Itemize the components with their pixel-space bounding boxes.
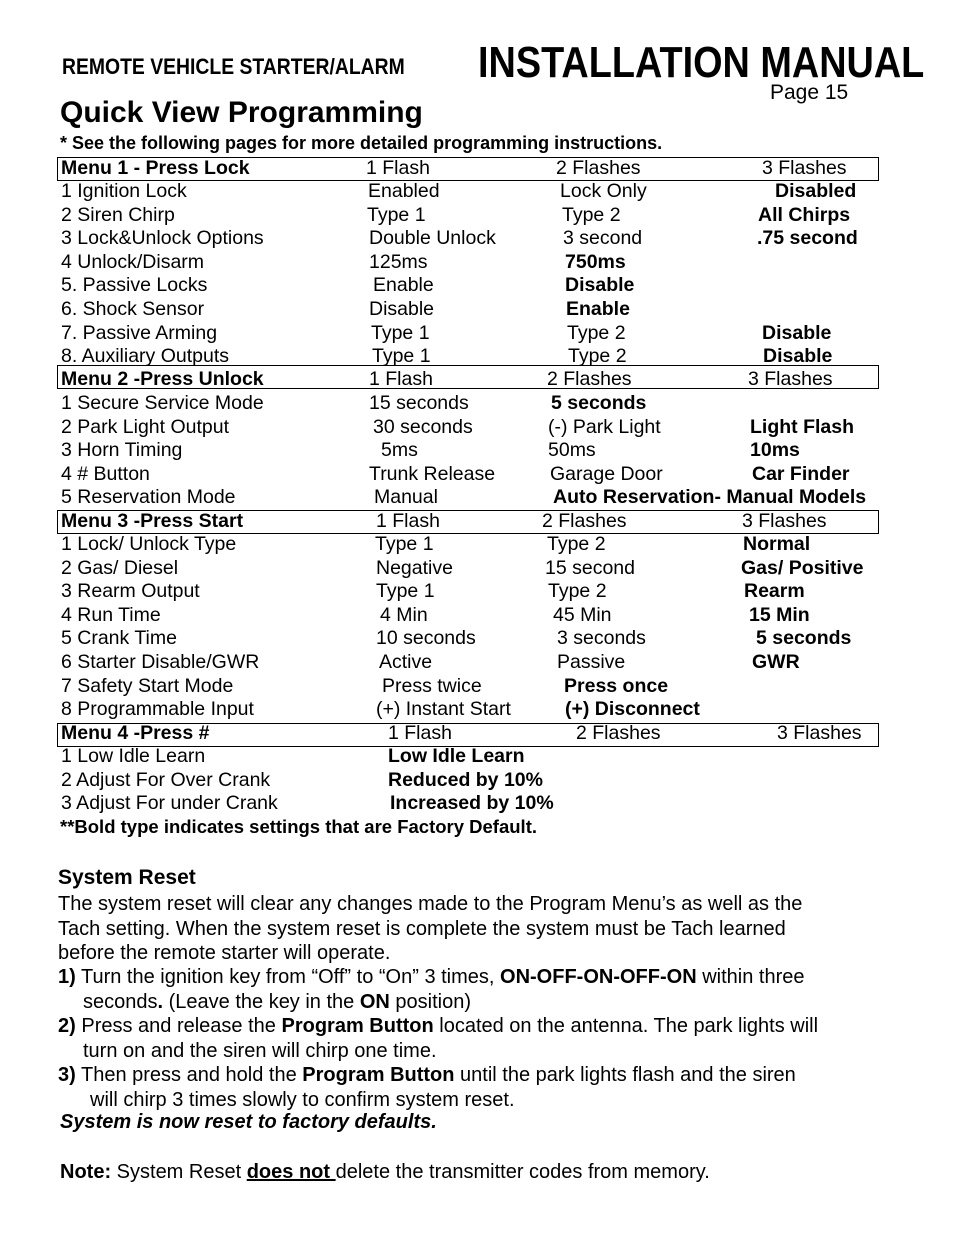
column-label: 2 Flashes: [576, 722, 661, 744]
column-label: 2 Flashes: [556, 157, 641, 179]
table-row: [0, 274, 954, 298]
option-3: Disabled: [775, 180, 857, 202]
option-1: 15 seconds: [369, 392, 469, 414]
setting-name: 2 Gas/ Diesel: [61, 557, 179, 579]
setting-name: 5. Passive Locks: [61, 274, 208, 296]
table-row: [0, 227, 954, 251]
step-text: .: [157, 991, 164, 1013]
setting-name: 7 Safety Start Mode: [61, 675, 234, 697]
table-row: [0, 533, 954, 557]
table-row: [0, 604, 954, 628]
reset-step-2-cont: turn on and the siren will chirp one time.: [83, 1040, 437, 1062]
manual-title: INSTALLATION MANUAL: [478, 38, 925, 87]
option-1: Type 1: [372, 345, 431, 367]
option-3: .75 second: [757, 227, 858, 249]
note-text: delete the transmitter codes from memory.: [335, 1161, 710, 1183]
note-emphasis: does not: [246, 1161, 336, 1183]
option-1: 125ms: [369, 251, 428, 273]
column-label: 1 Flash: [369, 368, 433, 390]
table-row: [0, 745, 954, 769]
option-1: Type 1: [375, 533, 434, 555]
option-2: Passive: [557, 651, 626, 673]
menu-title: Menu 1 - Press Lock: [61, 157, 250, 179]
step-text: located on the antenna. The park lights will: [433, 1015, 819, 1037]
option-3: 10ms: [750, 439, 800, 461]
option-2: Disable: [565, 274, 635, 296]
setting-name: 8 Programmable Input: [61, 698, 254, 720]
setting-name: 8. Auxiliary Outputs: [61, 345, 229, 367]
key-position: ON: [359, 991, 390, 1013]
option-2: 750ms: [565, 251, 626, 273]
column-label: 2 Flashes: [542, 510, 627, 532]
setting-name: 2 Adjust For Over Crank: [61, 769, 271, 791]
setting-name: 3 Horn Timing: [61, 439, 183, 461]
table-row: [0, 322, 954, 346]
option-2: Auto Reservation- Manual Models: [553, 486, 867, 508]
option-2: 15 second: [545, 557, 635, 579]
option-2: Lock Only: [560, 180, 647, 202]
option-1: Type 1: [371, 322, 430, 344]
column-label: 3 Flashes: [748, 368, 833, 390]
option-1: (+) Instant Start: [376, 698, 511, 720]
option-1: Negative: [376, 557, 453, 579]
page-number: Page 15: [770, 81, 849, 104]
setting-name: 2 Siren Chirp: [61, 204, 175, 226]
option-1: Active: [379, 651, 433, 673]
step-number: 3): [58, 1064, 76, 1086]
menu-title: Menu 4 -Press #: [61, 722, 210, 744]
reset-confirmation: System is now reset to factory defaults.: [60, 1111, 437, 1133]
column-label: 1 Flash: [388, 722, 452, 744]
table-row: [0, 204, 954, 228]
menu-3-header-row: [0, 510, 954, 534]
section-title-system-reset: System Reset: [58, 866, 196, 889]
setting-name: 1 Secure Service Mode: [61, 392, 264, 414]
setting-name: 1 Low Idle Learn: [61, 745, 206, 767]
note-label: Note:: [60, 1161, 112, 1183]
key-sequence: ON-OFF-ON-OFF-ON: [500, 966, 697, 988]
option-2: 50ms: [548, 439, 596, 461]
option-1: Trunk Release: [369, 463, 496, 485]
option-1: 5ms: [381, 439, 418, 461]
section-note: * See the following pages for more detailed programming instructions.: [60, 133, 663, 153]
option-2: Garage Door: [550, 463, 663, 485]
option-1: Low Idle Learn: [388, 745, 525, 767]
table-row: [0, 675, 954, 699]
setting-name: 6 Starter Disable/GWR: [61, 651, 260, 673]
option-2: Type 2: [547, 533, 606, 555]
option-1: Enable: [373, 274, 434, 296]
option-3: Disable: [762, 322, 832, 344]
setting-name: 4 # Button: [61, 463, 150, 485]
table-row: [0, 392, 954, 416]
table-row: [0, 698, 954, 722]
option-1: Manual: [374, 486, 438, 508]
table-row: [0, 486, 954, 510]
step-text: within three: [696, 966, 805, 988]
option-3: Light Flash: [750, 416, 854, 438]
step-text: Turn the ignition key from “Off” to “On” 3 times,: [75, 966, 501, 988]
table-row: [0, 792, 954, 816]
option-2: Type 2: [567, 322, 626, 344]
column-label: 3 Flashes: [762, 157, 847, 179]
option-2: (-) Park Light: [548, 416, 661, 438]
step-text: (Leave the key in the: [163, 991, 360, 1013]
option-3: All Chirps: [758, 204, 851, 226]
option-3: Normal: [743, 533, 811, 555]
option-3: Disable: [763, 345, 833, 367]
menu-1-header-row: [0, 157, 954, 181]
menu-title: Menu 3 -Press Start: [61, 510, 244, 532]
table-row: [0, 651, 954, 675]
setting-name: 5 Reservation Mode: [61, 486, 236, 508]
setting-name: 5 Crank Time: [61, 627, 177, 649]
reset-step-1-cont: [83, 990, 471, 1015]
reset-intro-line: Tach setting. When the system reset is complete the system must be Tach learned: [58, 918, 786, 940]
reset-step-3: [58, 1063, 796, 1088]
reset-intro-line: before the remote starter will operate.: [58, 942, 391, 964]
step-text: position): [389, 991, 472, 1013]
setting-name: 7. Passive Arming: [61, 322, 218, 344]
option-1: 30 seconds: [373, 416, 473, 438]
option-3: Car Finder: [752, 463, 850, 485]
option-2: Type 2: [548, 580, 607, 602]
table-row: [0, 416, 954, 440]
factory-default-note: **Bold type indicates settings that are Factory Default.: [60, 816, 537, 837]
setting-name: 1 Lock/ Unlock Type: [61, 533, 237, 555]
option-3: Gas/ Positive: [741, 557, 864, 579]
option-3: 5 seconds: [756, 627, 852, 649]
setting-name: 6. Shock Sensor: [61, 298, 205, 320]
setting-name: 1 Ignition Lock: [61, 180, 187, 202]
program-button-ref: Program Button: [281, 1015, 434, 1037]
menu-2-header-row: [0, 368, 954, 392]
table-row: [0, 298, 954, 322]
option-1: Press twice: [382, 675, 482, 697]
table-row: [0, 627, 954, 651]
setting-name: 3 Adjust For under Crank: [61, 792, 278, 814]
step-number: 1): [58, 966, 76, 988]
step-number: 2): [58, 1015, 76, 1037]
option-3: 15 Min: [749, 604, 810, 626]
reset-step-2: [58, 1014, 818, 1039]
setting-name: 4 Unlock/Disarm: [61, 251, 205, 273]
column-label: 3 Flashes: [777, 722, 862, 744]
option-1: Increased by 10%: [390, 792, 554, 814]
option-2: 5 seconds: [551, 392, 647, 414]
setting-name: 2 Park Light Output: [61, 416, 230, 438]
table-row: [0, 557, 954, 581]
table-row: [0, 439, 954, 463]
column-label: 2 Flashes: [547, 368, 632, 390]
setting-name: 4 Run Time: [61, 604, 161, 626]
option-1: Disable: [369, 298, 435, 320]
option-2: 3 second: [563, 227, 643, 249]
option-2: Type 2: [568, 345, 627, 367]
step-text: Then press and hold the: [75, 1064, 303, 1086]
table-row: [0, 769, 954, 793]
setting-name: 3 Rearm Output: [61, 580, 200, 602]
option-3: Rearm: [744, 580, 805, 602]
option-1: 4 Min: [380, 604, 428, 626]
section-title-quick-view: Quick View Programming: [60, 96, 423, 129]
column-label: 1 Flash: [366, 157, 430, 179]
reset-intro-line: The system reset will clear any changes made to the Program Menu’s as well as the: [58, 893, 803, 915]
option-1: Enabled: [368, 180, 440, 202]
table-row: [0, 180, 954, 204]
menu-title: Menu 2 -Press Unlock: [61, 368, 264, 390]
table-row: [0, 251, 954, 275]
column-label: 3 Flashes: [742, 510, 827, 532]
option-2: 45 Min: [553, 604, 612, 626]
table-row: [0, 580, 954, 604]
manual-subtitle: REMOTE VEHICLE STARTER/ALARM: [62, 54, 405, 79]
option-1: Double Unlock: [369, 227, 496, 249]
option-2: Press once: [564, 675, 669, 697]
step-text: seconds: [83, 991, 158, 1013]
note-text: System Reset: [111, 1161, 247, 1183]
option-2: Type 2: [562, 204, 621, 226]
reset-step-3-cont: will chirp 3 times slowly to confirm system reset.: [90, 1089, 515, 1111]
step-text: Press and release the: [75, 1015, 282, 1037]
menu-4-header-row: [0, 722, 954, 746]
table-row: [0, 463, 954, 487]
option-2: (+) Disconnect: [565, 698, 700, 720]
option-1: Type 1: [367, 204, 426, 226]
option-1: Type 1: [376, 580, 435, 602]
table-row: [0, 345, 954, 369]
reset-step-1: [58, 965, 804, 990]
setting-name: 3 Lock&Unlock Options: [61, 227, 264, 249]
program-button-ref: Program Button: [302, 1064, 455, 1086]
option-2: 3 seconds: [557, 627, 646, 649]
option-1: Reduced by 10%: [388, 769, 543, 791]
option-2: Enable: [566, 298, 630, 320]
option-3: GWR: [752, 651, 800, 673]
reset-note: [60, 1161, 710, 1184]
column-label: 1 Flash: [376, 510, 440, 532]
step-text: until the park lights flash and the siren: [454, 1064, 796, 1086]
option-1: 10 seconds: [376, 627, 476, 649]
